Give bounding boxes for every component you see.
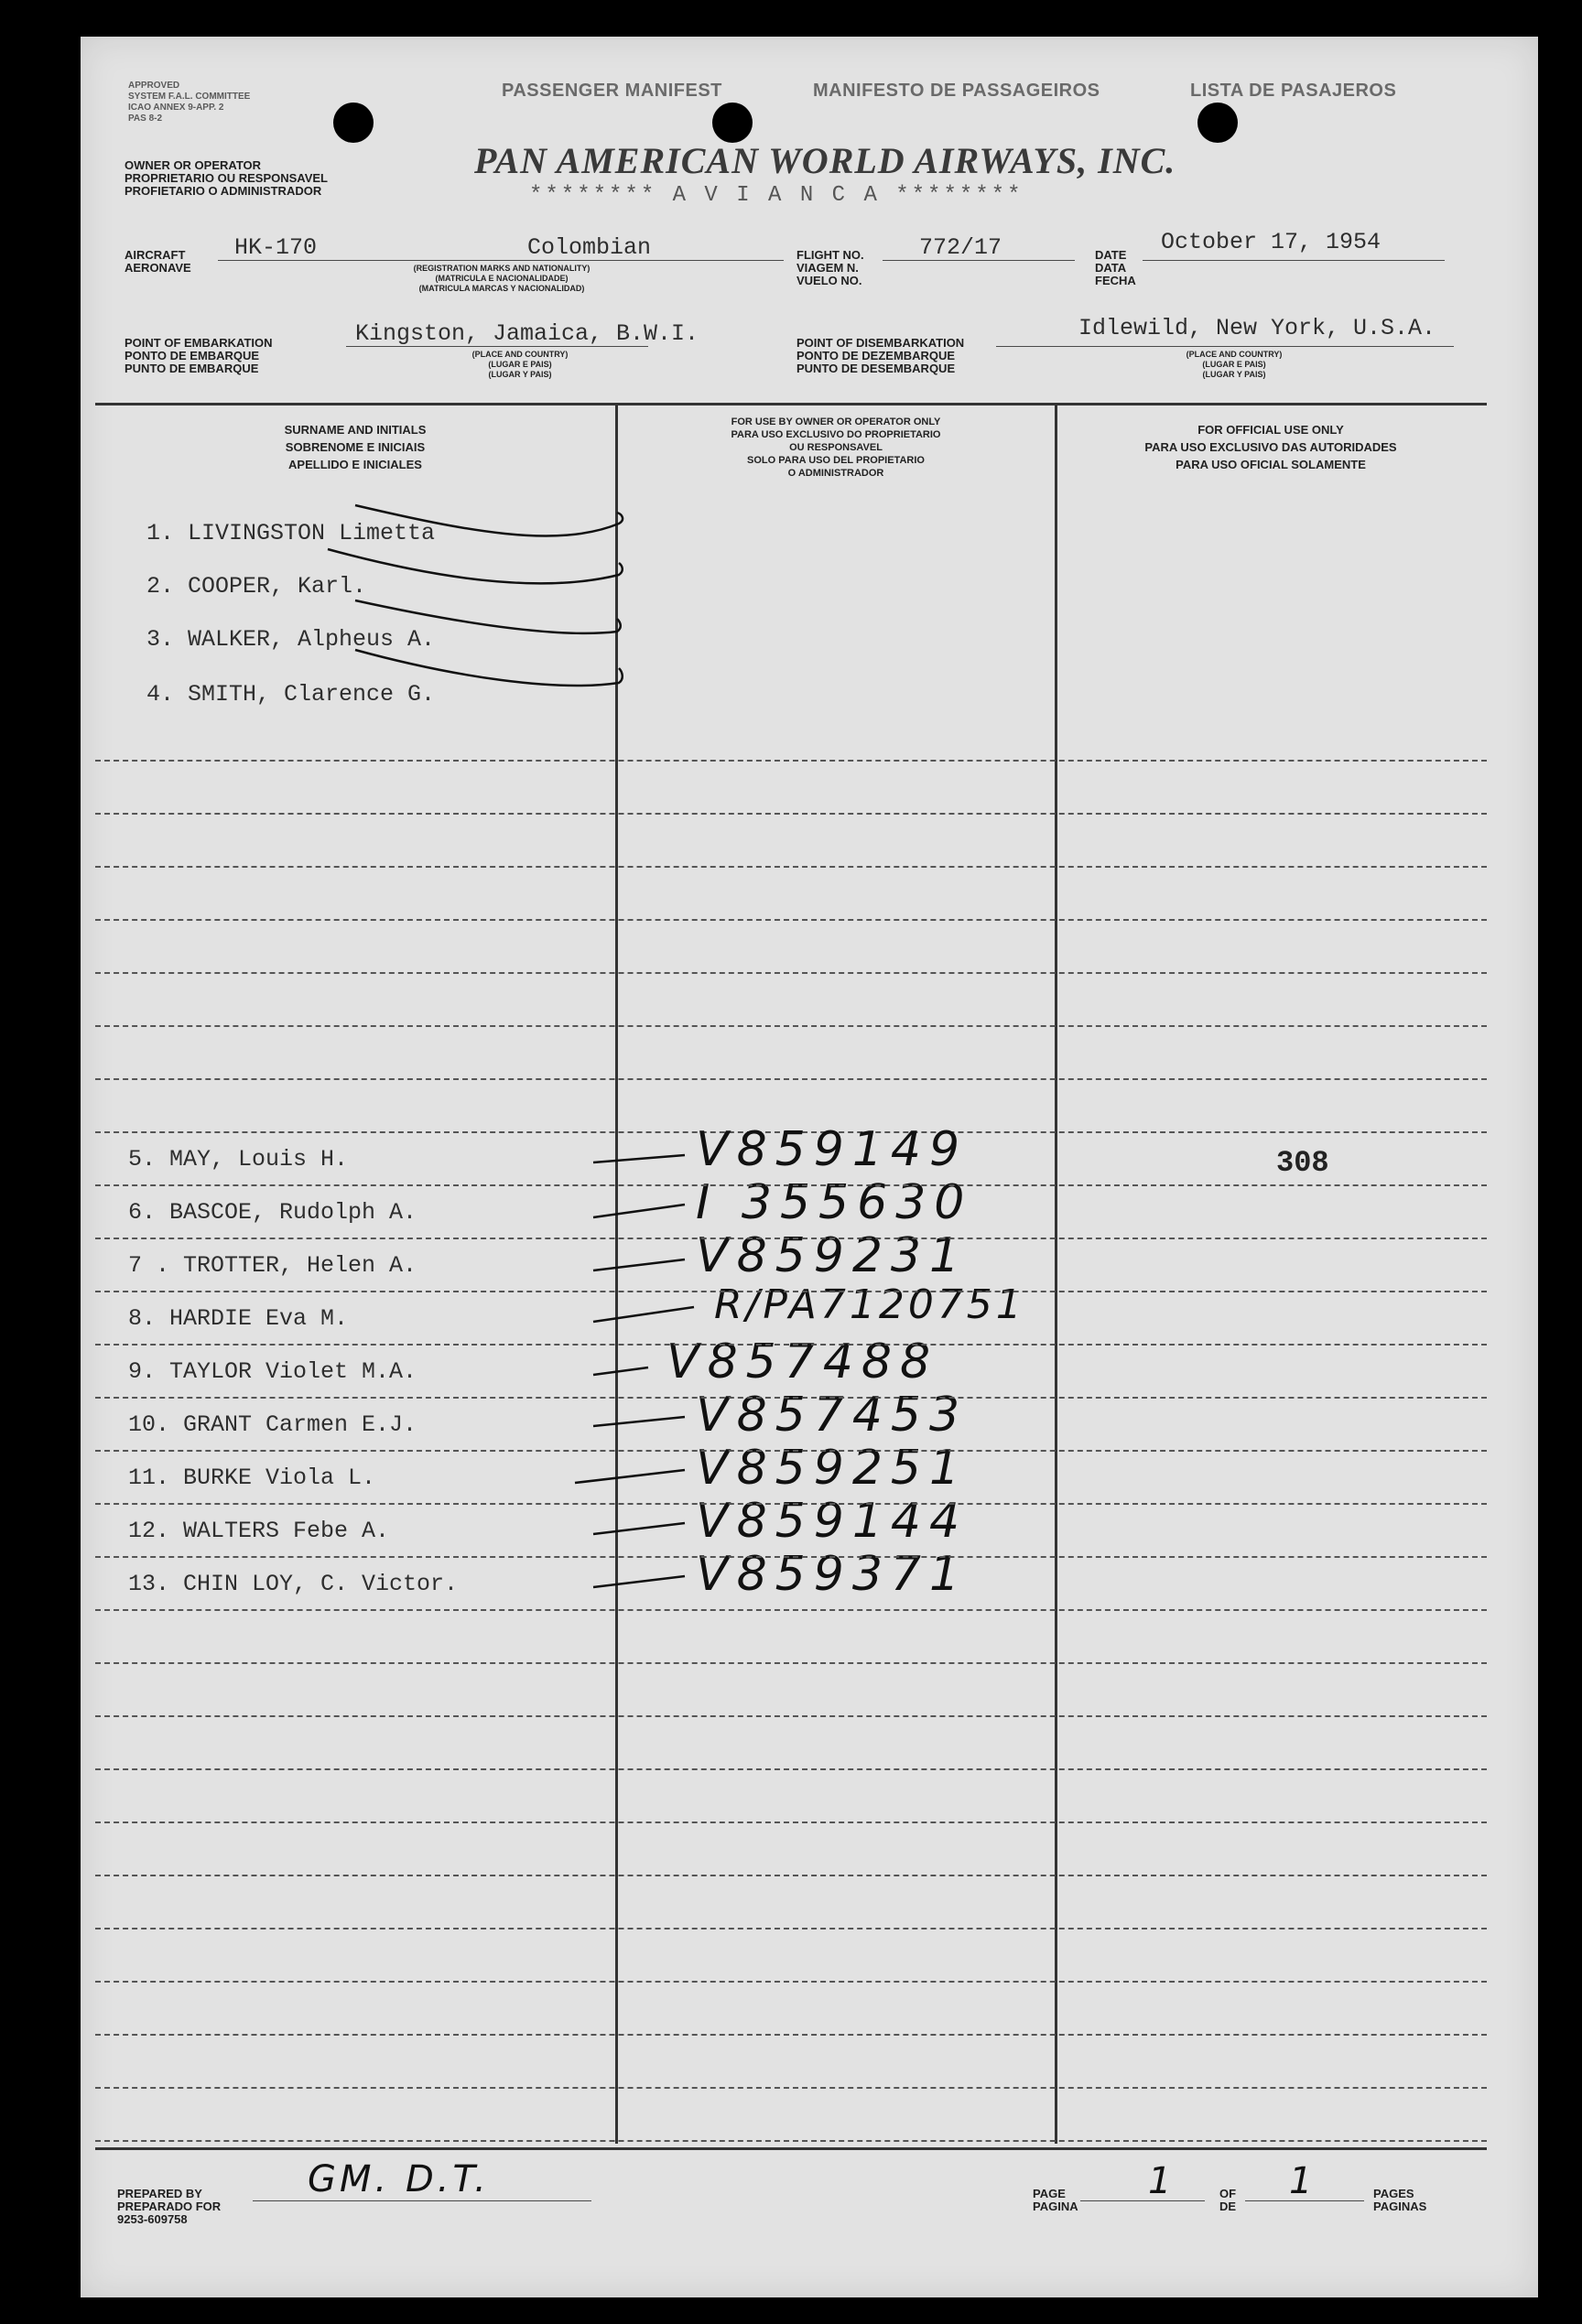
- tick-mark: [593, 1155, 685, 1162]
- column-header-owner-use: FOR USE BY OWNER OR OPERATOR ONLY PARA USO EXCLUSIVO DO PROPRIETARIO OU RESPONSAVEL SOLO PARA USO DEL PROPIETARIO O ADMINISTRADOR: [731, 416, 941, 479]
- tick-mark: [593, 1307, 694, 1322]
- embarkation-caption: (PLACE AND COUNTRY) (LUGAR E PAIS) (LUGAR Y PAIS): [471, 350, 569, 379]
- page-label: PAGE PAGINA: [1033, 2187, 1078, 2213]
- passport-number: V857488: [666, 1335, 939, 1389]
- approval-line: APPROVED: [128, 81, 180, 91]
- row-rule: [95, 1503, 1487, 1505]
- approval-line: PAS 8-2: [128, 113, 163, 124]
- passport-number: V859231: [696, 1228, 969, 1283]
- prepared-label: PREPARED BY PREPARADO FOR 9253-609758: [117, 2187, 222, 2226]
- row-rule: [95, 2140, 1487, 2142]
- flight-number: 772/17: [919, 234, 1002, 261]
- column-header-official-use: FOR OFFICIAL USE ONLY PARA USO EXCLUSIVO DAS AUTORIDADES PARA USO OFICIAL SOLAMENTE: [1144, 423, 1397, 471]
- passport-number: V859144: [696, 1494, 969, 1549]
- row-rule: [95, 1450, 1487, 1452]
- row-rule: [95, 1397, 1487, 1399]
- tick-mark: [593, 1523, 685, 1534]
- tick-mark: [593, 1259, 685, 1270]
- passenger-name: 10. GRANT Carmen E.J.: [128, 1411, 417, 1438]
- row-rule: [95, 1609, 1487, 1611]
- passenger-name: 13. CHIN LOY, C. Victor.: [128, 1571, 459, 1597]
- passenger-entry: 2. COOPER, Karl.: [146, 573, 367, 600]
- tick-mark: [593, 1205, 685, 1217]
- tick-mark: [575, 1470, 685, 1483]
- title-english: PASSENGER MANIFEST: [502, 81, 722, 101]
- disembarkation-label: POINT OF DISEMBARKATION PONTO DE DEZEMBARQUE PUNTO DE DESEMBARQUE: [796, 336, 965, 375]
- passport-number: V859149: [696, 1122, 969, 1177]
- passenger-name: 7 . TROTTER, Helen A.: [128, 1252, 417, 1279]
- passenger-name: 12. WALTERS Febe A.: [128, 1518, 390, 1544]
- row-rule: [95, 1981, 1487, 1983]
- passport-number: V859371: [696, 1547, 969, 1602]
- disembarkation-value: Idlewild, New York, U.S.A.: [1078, 315, 1436, 341]
- embarkation-label: POINT OF EMBARKATION PONTO DE EMBARQUE PUNTO DE EMBARQUE: [125, 336, 273, 375]
- passenger-name: 9. TAYLOR Violet M.A.: [128, 1358, 417, 1385]
- total-pages: 1: [1289, 2160, 1321, 2202]
- passport-number: V859251: [696, 1441, 969, 1496]
- title-portuguese: MANIFESTO DE PASSAGEIROS: [813, 81, 1100, 101]
- owner-label: OWNER OR OPERATOR PROPRIETARIO OU RESPONSAVEL PROFIETARIO O ADMINISTRADOR: [125, 158, 328, 198]
- row-rule: [95, 1715, 1487, 1717]
- passenger-name: 5. MAY, Louis H.: [128, 1146, 349, 1173]
- passenger-entry: 3. WALKER, Alpheus A.: [146, 626, 436, 653]
- tick-mark: [593, 1576, 685, 1587]
- row-rule: [95, 1821, 1487, 1823]
- date-label: DATE DATA FECHA: [1095, 248, 1136, 287]
- aircraft-label: AIRCRAFT AERONAVE: [125, 248, 191, 275]
- row-rule: [95, 2034, 1487, 2036]
- passport-number: I 355630: [696, 1175, 973, 1230]
- page-line: [1080, 2200, 1205, 2201]
- row-rule: [95, 1556, 1487, 1558]
- embarkation-value: Kingston, Jamaica, B.W.I.: [355, 320, 699, 347]
- manifest-sheet: [81, 37, 1538, 2297]
- row-rule: [95, 1184, 1487, 1186]
- row-rule: [95, 1875, 1487, 1876]
- operator-name: ******** A V I A N C A ********: [529, 183, 1024, 208]
- passenger-entry: 4. SMITH, Clarence G.: [146, 681, 436, 708]
- registration-caption: (REGISTRATION MARKS AND NATIONALITY) (MATRICULA E NACIONALIDADE) (MATRICULA MARCAS Y NACIONALIDAD): [413, 264, 591, 293]
- pages-label: PAGES PAGINAS: [1373, 2187, 1427, 2213]
- page-number: 1: [1148, 2160, 1180, 2202]
- passenger-entry: 1. LIVINGSTON Limetta: [146, 520, 436, 546]
- footer-top-rule: [95, 2147, 1487, 2150]
- tick-mark: [593, 1417, 685, 1426]
- row-rule: [95, 1662, 1487, 1664]
- of-label: OF DE: [1219, 2187, 1237, 2213]
- column-header-names: SURNAME AND INITIALS SOBRENOME E INICIAIS APELLIDO E INICIALES: [284, 423, 427, 471]
- prepared-signature: GM. D.T.: [308, 2158, 490, 2200]
- date-value: October 17, 1954: [1161, 229, 1382, 255]
- approval-line: SYSTEM F.A.L. COMMITTEE: [128, 92, 251, 102]
- aircraft-registration: HK-170: [234, 234, 318, 261]
- prepared-line: [253, 2200, 591, 2201]
- row-rule: [95, 1344, 1487, 1346]
- title-spanish: LISTA DE PASAJEROS: [1190, 81, 1397, 101]
- tick-mark: [593, 1367, 648, 1375]
- row-rule: [95, 1238, 1487, 1239]
- disembarkation-caption: (PLACE AND COUNTRY) (LUGAR E PAIS) (LUGAR Y PAIS): [1186, 350, 1283, 379]
- form-number: 9253-609758: [117, 2212, 188, 2226]
- row-rule: [95, 1928, 1487, 1929]
- tick-marks: [81, 37, 1538, 1684]
- official-code: 308: [1276, 1146, 1329, 1180]
- passenger-name: 8. HARDIE Eva M.: [128, 1305, 349, 1332]
- row-rule: [95, 1291, 1487, 1292]
- passenger-name: 11. BURKE Viola L.: [128, 1465, 376, 1491]
- row-rule: [95, 2087, 1487, 2089]
- of-line: [1245, 2200, 1364, 2201]
- aircraft-nationality: Colombian: [527, 234, 652, 261]
- row-rule: [95, 1768, 1487, 1770]
- passport-number: V857453: [696, 1388, 969, 1443]
- passport-number: R/PA7120751: [714, 1281, 1025, 1328]
- passenger-name: 6. BASCOE, Rudolph A.: [128, 1199, 417, 1226]
- airline-name: PAN AMERICAN WORLD AIRWAYS, INC.: [474, 140, 1176, 181]
- flight-label: FLIGHT NO. VIAGEM N. VUELO NO.: [796, 248, 864, 287]
- approval-line: ICAO ANNEX 9-APP. 2: [128, 103, 224, 113]
